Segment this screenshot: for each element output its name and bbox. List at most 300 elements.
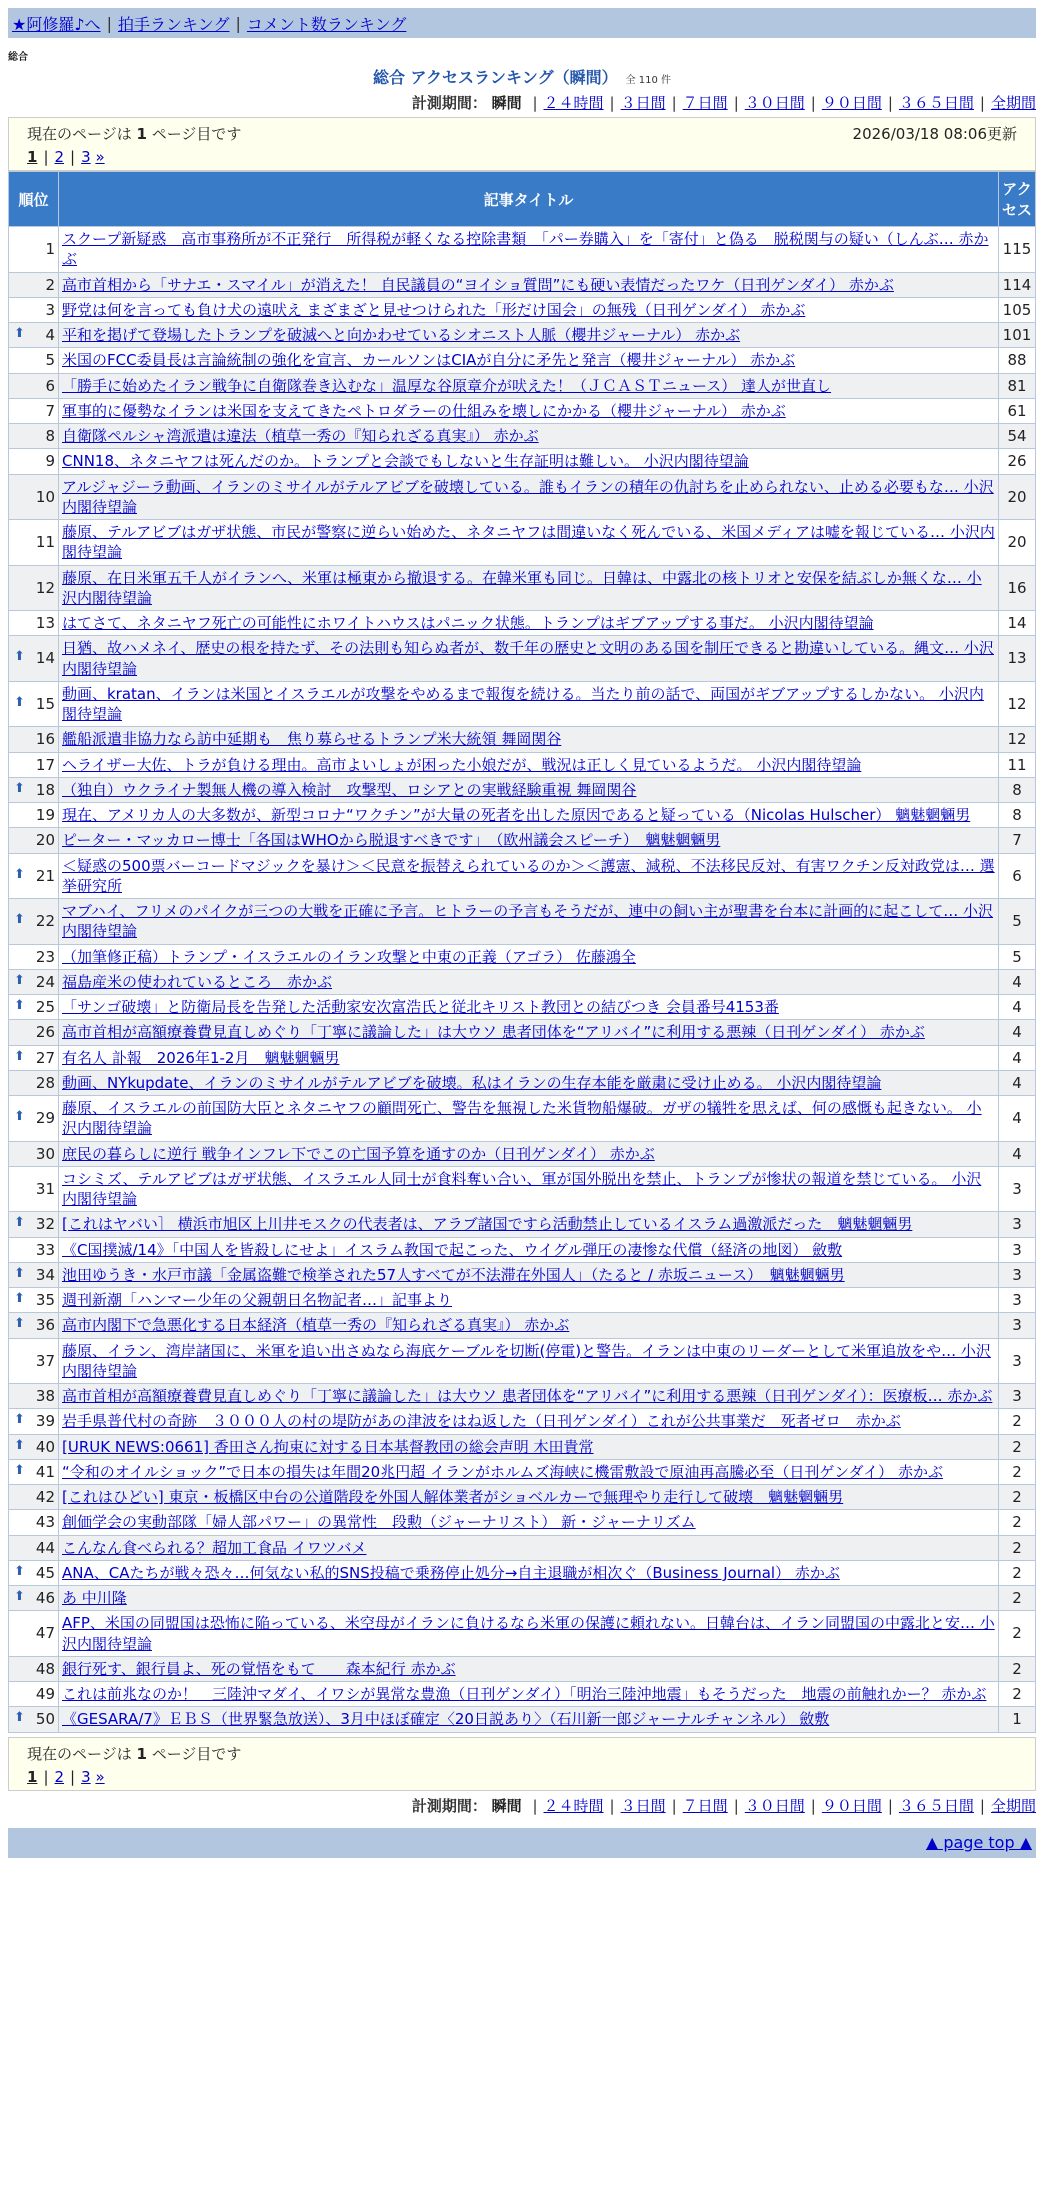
access-count: 4 <box>999 1020 1036 1045</box>
title-cell <box>59 1611 999 1657</box>
title-cell <box>59 1288 999 1313</box>
period-separator: | <box>609 94 615 112</box>
rank-cell <box>9 636 59 682</box>
pager-separator: | <box>70 1767 76 1786</box>
access-count: 2 <box>999 1586 1036 1611</box>
article-link[interactable]: CNN18、ネタニヤフは死んだのか。トランプと会談でもしないと生存証明は難しい。 小沢内閣待望論 <box>62 452 749 471</box>
article-link[interactable]: 創価学会の実動部隊「婦人部パワー」の異常性 段勲（ジャーナリスト） 新・ジャーナリズム <box>62 1513 696 1532</box>
table-row <box>9 1384 1036 1409</box>
rank-up-icon: ⬆ <box>14 694 25 710</box>
rank-number: 45 <box>35 1563 55 1582</box>
rank-up-icon: ⬆ <box>14 1316 25 1332</box>
title-cell <box>59 297 999 322</box>
access-count: 101 <box>999 323 1036 348</box>
rank-number: 50 <box>35 1710 55 1729</box>
rank-cell <box>9 227 59 273</box>
period-link[interactable]: ７日間 <box>682 94 728 112</box>
table-row <box>9 272 1036 297</box>
access-count: 4 <box>999 1045 1036 1070</box>
rank-number: 31 <box>35 1179 55 1198</box>
title-cell <box>59 752 999 777</box>
rank-cell <box>9 944 59 969</box>
rank-number: 10 <box>35 487 55 506</box>
rank-up-icon: ⬆ <box>14 1437 25 1453</box>
title-cell <box>59 853 999 899</box>
article-link[interactable]: 《C国撲滅/14》「中国人を皆殺しにせよ」イスラム教国で起こった、ウイグル弾圧の凄惨な代償（経済の地図） 斂敷 <box>62 1240 843 1259</box>
title-cell <box>59 1141 999 1166</box>
table-row <box>9 373 1036 398</box>
access-count: 115 <box>999 227 1036 273</box>
page-notice <box>27 123 241 144</box>
article-link[interactable]: はてさて、ネタニヤフ死亡の可能性にホワイトハウスはパニック状態。トランプはギブアップする事だ。 小沢内閣待望論 <box>62 614 874 632</box>
access-count: 3 <box>999 1384 1036 1409</box>
table-row <box>9 1656 1036 1681</box>
rank-number: 17 <box>35 755 55 774</box>
access-count: 7 <box>999 828 1036 853</box>
article-link[interactable]: こんなん食べられる？超加工食品 イワツバメ <box>62 1538 367 1557</box>
rank-number: 49 <box>35 1685 55 1703</box>
rank-cell <box>9 1611 59 1657</box>
title-cell <box>59 1535 999 1560</box>
article-link[interactable]: 「サンゴ破壊」と防衛局長を告発した活動家安次富浩氏と従北キリスト教団との結びつき 会員番号4153番 <box>62 998 779 1016</box>
rank-number: 39 <box>35 1412 55 1431</box>
rank-up-icon: ⬆ <box>14 1048 25 1064</box>
period-separator: | <box>733 94 739 112</box>
rank-number: 19 <box>35 806 55 824</box>
rank-cell <box>9 1070 59 1095</box>
access-count: 81 <box>999 373 1036 398</box>
table-row <box>9 1611 1036 1657</box>
article-link[interactable]: 野党は何を言っても負け犬の遠吠え まざまざと見せつけられた「形だけ国会」の無残（日刊ゲンダイ） 赤かぶ <box>62 300 806 319</box>
title-cell <box>59 1682 999 1707</box>
rank-cell <box>9 853 59 899</box>
access-count: 4 <box>999 1070 1036 1095</box>
period-separator: | <box>887 1796 893 1815</box>
access-count: 2 <box>999 1682 1036 1707</box>
article-link[interactable]: （加筆修正稿）トランプ・イスラエルのイラン攻撃と中東の正義（アゴラ） 佐藤鴻全 <box>62 947 636 966</box>
access-count: 3 <box>999 1288 1036 1313</box>
article-link[interactable]: これは前兆なのか！ 三陸沖マダイ、イワシが異常な豊漁（日刊ゲンダイ）「明治三陸沖地震」もそうだった 地震の前触れかー？ 赤かぶ <box>62 1685 987 1703</box>
access-count: 4 <box>999 1141 1036 1166</box>
rank-number: 40 <box>35 1437 55 1456</box>
article-link[interactable]: コシミズ、テルアビブはガザ状態、イスラエル人同士が食料奪い合い、軍が国外脱出を禁止、トランプが惨状の報道を禁じている。 小沢内閣待望論 <box>62 1169 982 1208</box>
rank-number: 46 <box>35 1589 55 1607</box>
period-separator: | <box>532 1796 538 1815</box>
rank-number: 18 <box>35 780 55 799</box>
access-count: 2 <box>999 1409 1036 1434</box>
title-cell <box>59 424 999 449</box>
article-link[interactable]: 高市内閣下で急悪化する日本経済（植草一秀の『知られざる真実』） 赤かぶ <box>62 1316 570 1335</box>
article-link[interactable]: 藤原、在日米軍五千人がイランへ、米軍は極東から撤退する。在韓米軍も同じ。日韓は、中露北の核トリオと安保を結ぶしか無くな… 小沢内閣待望論 <box>62 568 982 607</box>
period-separator: | <box>671 94 677 112</box>
access-count: 2 <box>999 1560 1036 1585</box>
rank-cell <box>9 1166 59 1212</box>
rank-cell <box>9 323 59 348</box>
pager-link[interactable]: 3 <box>81 1767 91 1786</box>
pager-separator: | <box>70 148 76 166</box>
table-row <box>9 995 1036 1020</box>
article-link[interactable]: 藤原、テルアビブはガザ状態、市民が警察に逆らい始めた、ネタニヤフは間違いなく死んでいる、米国メディアは嘘を報じている… 小沢内閣待望論 <box>62 523 995 562</box>
access-count: 3 <box>999 1262 1036 1287</box>
table-row <box>9 899 1036 945</box>
article-link[interactable]: AFP、米国の同盟国は恐怖に陥っている、米空母がイランに負けるなら米軍の保護に頼れない。日韓台は、イラン同盟国の中露北と安… 小沢内閣待望論 <box>62 1614 995 1653</box>
period-separator: | <box>979 1796 985 1815</box>
access-count: 54 <box>999 424 1036 449</box>
access-count: 8 <box>999 777 1036 802</box>
rank-cell <box>9 1560 59 1585</box>
access-count: 2 <box>999 1485 1036 1510</box>
rank-up-icon: ⬆ <box>14 1563 25 1579</box>
page-notice-suffix: ページ目です <box>151 125 242 143</box>
article-link[interactable]: 平和を掲げて登場したトランプを破滅へと向かわせているシオニスト人脈（櫻井ジャーナル） 赤かぶ <box>62 326 741 344</box>
article-link[interactable]: 銀行死す、銀行員よ、死の覚悟をもて 森本紀行 赤かぶ <box>62 1659 456 1678</box>
table-row <box>9 474 1036 520</box>
rank-cell <box>9 995 59 1020</box>
title-cell <box>59 1237 999 1262</box>
article-link[interactable]: 米国のFCC委員長は言論統制の強化を宣言、カールソンはCIAが自分に矛先と発言（櫻井ジャーナル） 赤かぶ <box>62 351 796 370</box>
access-count: 2 <box>999 1434 1036 1459</box>
title-cell <box>59 1560 999 1585</box>
title-cell <box>59 899 999 945</box>
table-row <box>9 520 1036 566</box>
title-cell <box>59 398 999 423</box>
rank-cell <box>9 1262 59 1287</box>
table-row <box>9 1237 1036 1262</box>
rank-cell <box>9 373 59 398</box>
table-row <box>9 636 1036 682</box>
rank-number: 1 <box>45 240 55 259</box>
table-row <box>9 828 1036 853</box>
rank-cell <box>9 899 59 945</box>
period-separator: | <box>979 94 985 112</box>
period-bar-top <box>8 92 1036 113</box>
rank-up-icon: ⬆ <box>14 1710 25 1726</box>
rank-number: 20 <box>35 831 55 850</box>
article-link[interactable]: 藤原、イラン、湾岸諸国に、米軍を追い出さぬなら海底ケーブルを切断(停電)と警告。イランは中東のリーダーとして米軍追放をや… 小沢内閣待望論 <box>62 1341 991 1380</box>
rank-cell <box>9 1141 59 1166</box>
title-cell <box>59 449 999 474</box>
access-count: 20 <box>999 474 1036 520</box>
table-row <box>9 1586 1036 1611</box>
article-link[interactable]: 《GESARA/7》ＥＢＳ（世界緊急放送）、3月中ほぼ確定〈20日説あり〉（石川新一郎ジャーナルチャンネル） 斂敷 <box>62 1710 830 1729</box>
table-row <box>9 1434 1036 1459</box>
period-separator: | <box>532 94 538 112</box>
access-count: 4 <box>999 1096 1036 1142</box>
table-row <box>9 944 1036 969</box>
access-count: 20 <box>999 520 1036 566</box>
article-link[interactable]: [これはひどい] 東京・板橋区中台の公道階段を外国人解体業者がショベルカーで無理やり走行して破壊 魑魅魍魎男 <box>62 1488 844 1506</box>
pager-current: 1 <box>27 1767 38 1786</box>
article-link[interactable]: 軍事的に優勢なイランは米国を支えてきたペトロダラーの仕組みを壊しにかかる（櫻井ジャーナル） 赤かぶ <box>62 401 786 420</box>
period-link[interactable]: ３０日間 <box>744 94 805 112</box>
title-cell <box>59 1510 999 1535</box>
table-row <box>9 1045 1036 1070</box>
pager-current: 1 <box>27 148 38 166</box>
access-count: 3 <box>999 1313 1036 1338</box>
rank-number: 11 <box>35 533 55 552</box>
rank-number: 13 <box>35 614 55 632</box>
article-link[interactable]: [これはヤバい］ 横浜市旭区上川井モスクの代表者は、アラブ諸国ですら活動禁止しているイスラム過激派だった 魑魅魍魎男 <box>62 1215 913 1234</box>
access-count: 4 <box>999 969 1036 994</box>
page-number: 1 <box>136 1744 147 1763</box>
title-cell <box>59 272 999 297</box>
rank-up-icon: ⬆ <box>14 972 25 988</box>
table-row <box>9 611 1036 636</box>
rank-cell <box>9 828 59 853</box>
table-row <box>9 681 1036 727</box>
pager-link[interactable]: 2 <box>54 1767 65 1786</box>
article-link[interactable]: 池田ゆうき・水戸市議「金属盗難で検挙された57人すべてが不法滞在外国人」（たると / 赤坂ニュース） 魑魅魍魎男 <box>62 1265 845 1284</box>
period-link[interactable]: ９０日間 <box>821 94 882 112</box>
rank-cell <box>9 752 59 777</box>
rank-header: 順位 <box>9 172 59 227</box>
access-count: 12 <box>999 681 1036 727</box>
title-cell <box>59 1166 999 1212</box>
title-cell <box>59 969 999 994</box>
page-top-link[interactable]: ▲ page top ▲ <box>925 1832 1032 1852</box>
title-cell <box>59 1313 999 1338</box>
title-cell <box>59 1262 999 1287</box>
rank-cell <box>9 1656 59 1681</box>
period-link[interactable]: ７日間 <box>682 1796 728 1815</box>
table-row <box>9 853 1036 899</box>
table-row <box>9 1288 1036 1313</box>
access-count: 13 <box>999 636 1036 682</box>
title-cell <box>59 1409 999 1434</box>
article-link[interactable]: 藤原、イスラエルの前国防大臣とネタニヤフの顧問死亡、警告を無視した米貨物船爆破。ガザの犠牲を思えば、何の感慨も起きない。 小沢内閣待望論 <box>62 1099 982 1138</box>
rank-number: 25 <box>35 998 55 1016</box>
title-cell <box>59 777 999 802</box>
category-label: 総合 <box>8 52 28 63</box>
period-link[interactable]: ３０日間 <box>744 1796 805 1815</box>
access-count: 8 <box>999 803 1036 828</box>
nav-separator: | <box>106 13 112 33</box>
access-count: 2 <box>999 1656 1036 1681</box>
article-link[interactable]: 日猶、故ハメネイ、歴史の根を持たず、その法則も知らぬ者が、数千年の歴史と文明のある国を制圧できると勘違いしている。縄文… 小沢内閣待望論 <box>62 639 994 678</box>
rank-up-icon: ⬆ <box>14 780 25 796</box>
access-count: 3 <box>999 1166 1036 1212</box>
article-link[interactable]: 高市首相から「サナエ・スマイル」が消えた！ 自民議員の“ヨイショ質問”にも硬い表情だったワケ（日刊ゲンダイ） 赤かぶ <box>62 275 894 294</box>
rank-cell <box>9 803 59 828</box>
article-link[interactable]: ＜疑惑の500票バーコードマジックを暴け＞＜民意を振替えられているのか＞＜護憲、減税、不法移民反対、有害ワクチン反対政党は… 選挙研究所 <box>62 856 995 895</box>
access-count: 16 <box>999 565 1036 611</box>
page-title <box>0 65 1044 88</box>
article-link[interactable]: 週刊新潮「ハンマー少年の父親朝日名物記者…」記事より <box>62 1291 453 1309</box>
page-notice <box>27 1743 241 1764</box>
page-notice-suffix: ページ目です <box>151 1744 242 1763</box>
title-cell <box>59 636 999 682</box>
rank-cell <box>9 1212 59 1237</box>
table-row <box>9 727 1036 752</box>
title-cell <box>59 1212 999 1237</box>
article-link[interactable]: 動画、NYkupdate、イランのミサイルがテルアビブを破壊。私はイランの生存本能を厳粛に受け止める。 小沢内閣待望論 <box>62 1073 882 1092</box>
article-link[interactable]: “令和のオイルショック”で日本の損失は年間20兆円超 イランがホルムズ海峡に機雷敷設で原油再高騰必至（日刊ゲンダイ） 赤かぶ <box>62 1462 943 1481</box>
title-cell <box>59 1485 999 1510</box>
article-link[interactable]: スクープ新疑惑 高市事務所が不正発行 所得税が軽くなる控除書類 「パー券購入」を「寄付」と偽る 脱税関与の疑い（しんぶ… 赤かぶ <box>62 230 989 269</box>
period-label: 計測期間： <box>411 1796 487 1815</box>
title-cell <box>59 323 999 348</box>
rank-cell <box>9 969 59 994</box>
table-row <box>9 1535 1036 1560</box>
title-cell <box>59 944 999 969</box>
rank-cell <box>9 1288 59 1313</box>
rank-cell <box>9 1020 59 1045</box>
rank-up-icon: ⬆ <box>14 998 25 1013</box>
table-row <box>9 227 1036 273</box>
table-row <box>9 1510 1036 1535</box>
article-link[interactable]: 岩手県普代村の奇跡 ３０００人の村の堤防があの津波をはね返した（日刊ゲンダイ）これが公共事業だ 死者ゼロ 赤かぶ <box>62 1412 901 1431</box>
rank-cell <box>9 272 59 297</box>
title-cell <box>59 803 999 828</box>
rank-cell <box>9 1459 59 1484</box>
home-link[interactable]: ★阿修羅♪へ <box>12 14 101 34</box>
article-link[interactable]: 高市首相が高額療養費見直しめぐり「丁寧に議論した」は大ウソ 患者団体を“アリバイ”に利用する悪辣（日刊ゲンダイ）：医療板… 赤かぶ <box>62 1387 993 1405</box>
article-link[interactable]: 高市首相が高額療養費見直しめぐり「丁寧に議論した」は大ウソ 患者団体を“アリバイ”に利用する悪辣（日刊ゲンダイ） 赤かぶ <box>62 1023 925 1042</box>
title-cell <box>59 1384 999 1409</box>
title-cell <box>59 520 999 566</box>
pager-next[interactable]: » <box>95 148 105 166</box>
page-notice-prefix: 現在のページは <box>27 125 132 143</box>
table-row <box>9 1096 1036 1142</box>
page-info-top <box>8 117 1036 171</box>
clap-ranking-link[interactable]: 拍手ランキング <box>117 14 230 34</box>
title-cell <box>59 681 999 727</box>
table-row <box>9 424 1036 449</box>
rank-number: 38 <box>35 1387 55 1405</box>
rank-number: 7 <box>45 401 55 420</box>
pager-link[interactable]: 3 <box>81 148 91 166</box>
period-link[interactable]: ３６５日間 <box>898 94 974 112</box>
rank-number: 35 <box>35 1291 55 1309</box>
table-row <box>9 1485 1036 1510</box>
period-link[interactable]: ３日間 <box>620 1796 666 1815</box>
bottom-bar <box>8 1828 1036 1858</box>
rank-cell <box>9 1096 59 1142</box>
table-row <box>9 1262 1036 1287</box>
nav-separator: | <box>235 13 241 33</box>
table-row <box>9 449 1036 474</box>
title-cell <box>59 227 999 273</box>
rank-number: 44 <box>35 1538 55 1557</box>
rank-number: 34 <box>35 1265 55 1284</box>
rank-up-icon: ⬆ <box>14 1265 25 1281</box>
pager <box>27 148 1017 166</box>
rank-number: 42 <box>35 1488 55 1506</box>
rank-number: 37 <box>35 1351 55 1370</box>
period-link[interactable]: ３６５日間 <box>898 1796 974 1815</box>
rank-up-icon: ⬆ <box>14 1109 25 1125</box>
article-link[interactable]: 艦船派遣非協力なら訪中延期も 焦り募らせるトランプ米大統領 舞岡関谷 <box>62 730 562 749</box>
article-link[interactable]: マブハイ、フリメのパイクが三つの大戦を正確に予言。ヒトラーの予言もそうだが、連中の飼い主が聖書を台本に計画的に起こして… 小沢内閣待望論 <box>62 902 994 941</box>
article-link[interactable]: 動画、kratan、イランは米国とイスラエルが攻撃をやめるまで報復を続ける。当たり前の話で、両国がギブアップするしかない。 小沢内閣待望論 <box>62 684 984 723</box>
period-separator: | <box>887 94 893 112</box>
article-link[interactable]: 「勝手に始めたイラン戦争に自衛隊巻き込むな」温厚な谷原章介が吠えた！（ＪＣＡＳＴニュース） 達人が世直し <box>62 376 832 395</box>
rank-number: 36 <box>35 1316 55 1335</box>
article-link[interactable]: ヘライザー大佐、トラが負ける理由。高市よいしょが困った小娘だが、戦況は正しく見ているようだ。 小沢内閣待望論 <box>62 755 862 774</box>
rank-cell <box>9 1045 59 1070</box>
title-cell <box>59 1656 999 1681</box>
period-separator: | <box>810 1796 816 1815</box>
rank-cell <box>9 1237 59 1262</box>
period-link[interactable]: ２４時間 <box>543 1796 604 1815</box>
article-link[interactable]: 現在、アメリカ人の大多数が、新型コロナ“ワクチン”が大量の死者を出した原因であると疑っている（Nicolas Hulscher） 魑魅魍魎男 <box>62 806 971 824</box>
rank-cell <box>9 565 59 611</box>
page-title-text: 総合 アクセスランキング（瞬間） <box>372 68 618 87</box>
rank-number: 30 <box>35 1144 55 1163</box>
rank-number: 6 <box>45 376 55 395</box>
article-link[interactable]: ANA、CAたちが戦々恐々…何気ない私的SNS投稿で乗務停止処分→自主退職が相次ぐ（Business Journal） 赤かぶ <box>62 1563 840 1582</box>
rank-number: 12 <box>35 578 55 597</box>
access-count: 4 <box>999 995 1036 1020</box>
rank-number: 27 <box>35 1048 55 1067</box>
article-link[interactable]: 庶民の暮らしに逆行 戦争インフレ下でこの亡国予算を通すのか（日刊ゲンダイ） 赤かぶ <box>62 1144 655 1163</box>
rank-cell <box>9 348 59 373</box>
access-count: 3 <box>999 1338 1036 1384</box>
period-links <box>526 1797 1036 1815</box>
rank-cell <box>9 520 59 566</box>
pager-separator: | <box>43 148 49 166</box>
rank-up-icon: ⬆ <box>14 1462 25 1478</box>
rank-cell <box>9 297 59 322</box>
access-count: 6 <box>999 853 1036 899</box>
article-link[interactable]: 福島産米の使われているところ 赤かぶ <box>62 972 333 991</box>
rank-cell <box>9 449 59 474</box>
article-link[interactable]: ピーター・マッカロー博士「各国はWHOから脱退すべきです」 （欧州議会スピーチ） 魑魅魍魎男 <box>62 831 721 850</box>
rank-cell <box>9 1384 59 1409</box>
access-count: 11 <box>999 752 1036 777</box>
table-row <box>9 1707 1036 1732</box>
period-current: 瞬間 <box>491 94 522 112</box>
page-info-bottom <box>8 1737 1036 1791</box>
rank-number: 9 <box>45 452 55 471</box>
article-link[interactable]: アルジャジーラ動画、イランのミサイルがテルアビブを破壊している。誰もイランの積年の仇討ちを止められない、止める必要もな… 小沢内閣待望論 <box>62 477 994 516</box>
access-count: 3 <box>999 1237 1036 1262</box>
rank-cell <box>9 1313 59 1338</box>
access-count: 14 <box>999 611 1036 636</box>
rank-number: 32 <box>35 1215 55 1234</box>
rank-number: 22 <box>35 912 55 931</box>
table-row <box>9 969 1036 994</box>
period-link[interactable]: ９０日間 <box>821 1796 882 1815</box>
table-row <box>9 752 1036 777</box>
rank-cell <box>9 777 59 802</box>
period-link[interactable]: 全期間 <box>990 94 1036 112</box>
period-link[interactable]: 全期間 <box>990 1796 1036 1815</box>
table-row <box>9 1020 1036 1045</box>
pager-link[interactable]: 2 <box>54 148 65 166</box>
table-row <box>9 803 1036 828</box>
article-link[interactable]: 自衛隊ペルシャ湾派遣は違法（植草一秀の『知られざる真実』） 赤かぶ <box>62 427 539 445</box>
pager-next[interactable]: » <box>95 1767 105 1786</box>
table-row <box>9 1409 1036 1434</box>
rank-number: 26 <box>35 1023 55 1042</box>
period-link[interactable]: ２４時間 <box>543 94 604 112</box>
table-row <box>9 565 1036 611</box>
title-cell <box>59 828 999 853</box>
rank-cell <box>9 1338 59 1384</box>
rank-cell <box>9 1586 59 1611</box>
access-count: 114 <box>999 272 1036 297</box>
period-link[interactable]: ３日間 <box>620 94 666 112</box>
article-link[interactable]: 有名人 訃報 2026年1-2月 魑魅魍魎男 <box>62 1048 340 1067</box>
article-link[interactable]: [URUK NEWS:0661] 香田さん拘束に対する日本基督教団の総会声明 木田貴常 <box>62 1437 594 1456</box>
rank-number: 47 <box>35 1624 55 1643</box>
period-label: 計測期間： <box>411 94 487 112</box>
table-row <box>9 323 1036 348</box>
comment-ranking-link[interactable]: コメント数ランキング <box>246 14 407 34</box>
article-link[interactable]: あ 中川隆 <box>62 1589 127 1607</box>
article-link[interactable]: （独自）ウクライナ製無人機の導入検討 攻撃型、ロシアとの実戦経験重視 舞岡関谷 <box>62 780 637 799</box>
